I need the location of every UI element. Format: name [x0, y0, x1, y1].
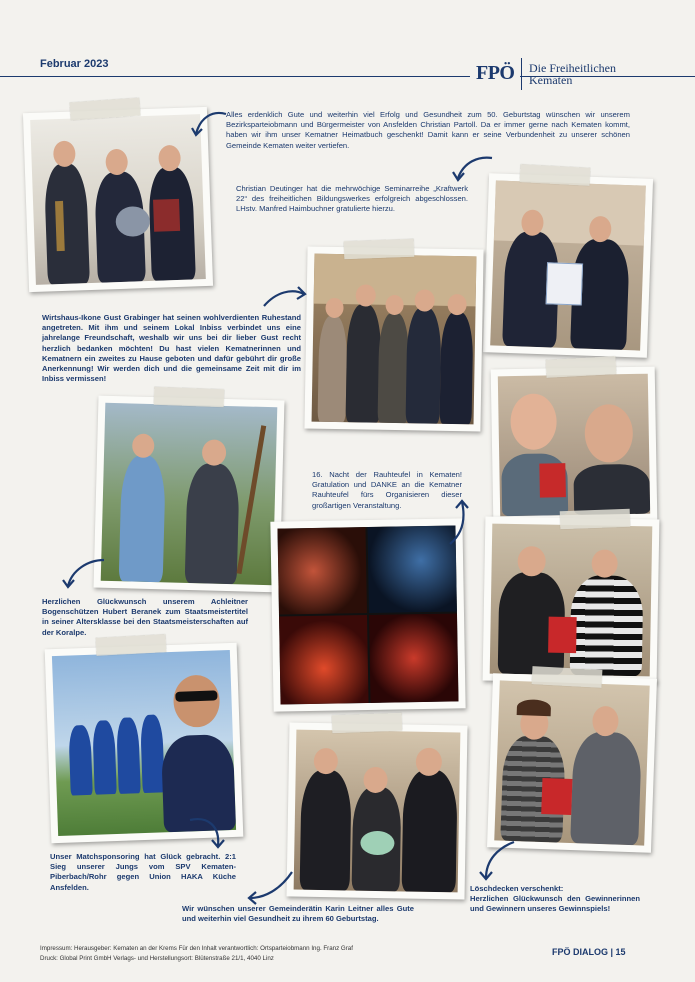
logo-line-1: Die Freiheitlichen [529, 61, 616, 75]
fpo-logo: FPÖ [476, 62, 515, 84]
caption-rauhteufel: 16. Nacht der Rauhteufel in Kematen! Gratulation und DANKE an die Kematner Rauhteufel fürs Organisieren dieser großartigen Veranstaltung. [312, 470, 462, 510]
impressum-line: Impressum: Herausgeber: Kematen an der Krems Für den Inhalt verantwortlich: Ortsparteiobmann Ing. Franz Graf [40, 945, 353, 952]
photo-rauhteufel-collage [270, 518, 465, 711]
tape [532, 666, 603, 688]
photo-partoll-birthday [23, 107, 213, 292]
photo-loeschdecken-1 [483, 516, 660, 683]
caption-grabinger: Wirtshaus-Ikone Gust Grabinger hat seinen wohlverdienten Ruhestand angetreten. Mit ihm und seinem Lokal Inbiss verbindet uns eine jahrelange Freundschaft, weshalb wir uns bei dir lieber Gust recht herzlich bedanken möchten! Du hast vielen Kematnerinnen und Kematnern ein zweites zu Hause geboten und dafür gebührt dir große Anerkennung! Wir werden dich und die gemeinsame Zeit mit dir im Inbiss vermissen! [42, 313, 301, 384]
tape [154, 387, 225, 407]
logo-separator [521, 58, 522, 90]
tape [560, 509, 631, 529]
caption-karin-leitner: Wir wünschen unserer Gemeinderätin Karin Leitner alles Gute und weiterhin viel Gesundheit zu ihrem 60 Geburtstag. [182, 904, 414, 924]
photo-loeschdecken-2 [487, 673, 657, 853]
caption-beranek: Herzlichen Glückwunsch unserem Achleitner Bogenschützen Hubert Beranek zum Staatsmeistertitel in seiner Altersklasse bei den Staatsmeisterschaften auf der Koralpe. [42, 597, 248, 637]
arrow-icon [246, 868, 296, 904]
issue-date: Februar 2023 [40, 58, 109, 70]
arrow-icon [446, 498, 474, 548]
tape [96, 634, 167, 656]
caption-loeschdecken-title: Löschdecken verschenkt: [470, 884, 564, 893]
photo-karin-leitner [286, 722, 467, 899]
logo-text [529, 62, 616, 86]
logo-line-2: Kematen [529, 73, 573, 87]
arrow-icon [262, 284, 308, 310]
arrow-icon [186, 814, 226, 850]
arrow-icon [190, 108, 230, 138]
photo-beranek-archery [94, 396, 285, 593]
arrow-icon [62, 556, 108, 590]
tape [332, 713, 403, 733]
photo-deutinger-seminar [483, 173, 653, 358]
arrow-icon [478, 838, 518, 882]
caption-loeschdecken-text: Herzlichen Glückwunsch den Gewinnerinnen und Gewinnern unseres Gewinnspiels! [470, 894, 640, 914]
caption-deutinger: Christian Deutinger hat die mehrwöchige Seminarreihe „Kraftwerk 22“ des freiheitlichen Bildungswerkes erfolgreich abgeschlossen. LHstv. Manfred Haimbuchner gratulierte hierzu. [236, 184, 468, 214]
caption-loeschdecken [470, 884, 640, 915]
caption-matchsponsoring: Unser Matchsponsoring hat Glück gebracht. 2:1 Sieg unserer Jungs vom SPV Kematen-Piberbach/Rohr gegen Union HAKA Küche Ansfelden. [50, 852, 236, 892]
photo-rauhteufel-selfie [491, 367, 658, 524]
photo-grabinger-group [304, 246, 483, 431]
tape [546, 356, 617, 378]
arrow-icon [452, 154, 494, 184]
header-divider [0, 76, 470, 77]
caption-partoll: Alles erdenklich Gute und weiterhin viel Erfolg und Gesundheit zum 50. Geburtstag wünschen wir unserem Bezirksparteiobmann und Bürgermeister von Ansfelden Christian Partoll. Da er immer gerne nach Kematen kommt, haben wir ihm unser Kematner Heimatbuch geschenkt! Damit kann er seine Verbundenheit zu unserer schönen Gemeinde Kematen weiter vertiefen. [226, 110, 630, 150]
tape [344, 239, 415, 259]
page-number: FPÖ DIALOG | 15 [552, 947, 626, 957]
tape [520, 164, 591, 186]
druck-line: Druck: Global Print GmbH Verlags- und Herstellungsort: Blütenstraße 21/1, 4040 Linz [40, 955, 274, 962]
